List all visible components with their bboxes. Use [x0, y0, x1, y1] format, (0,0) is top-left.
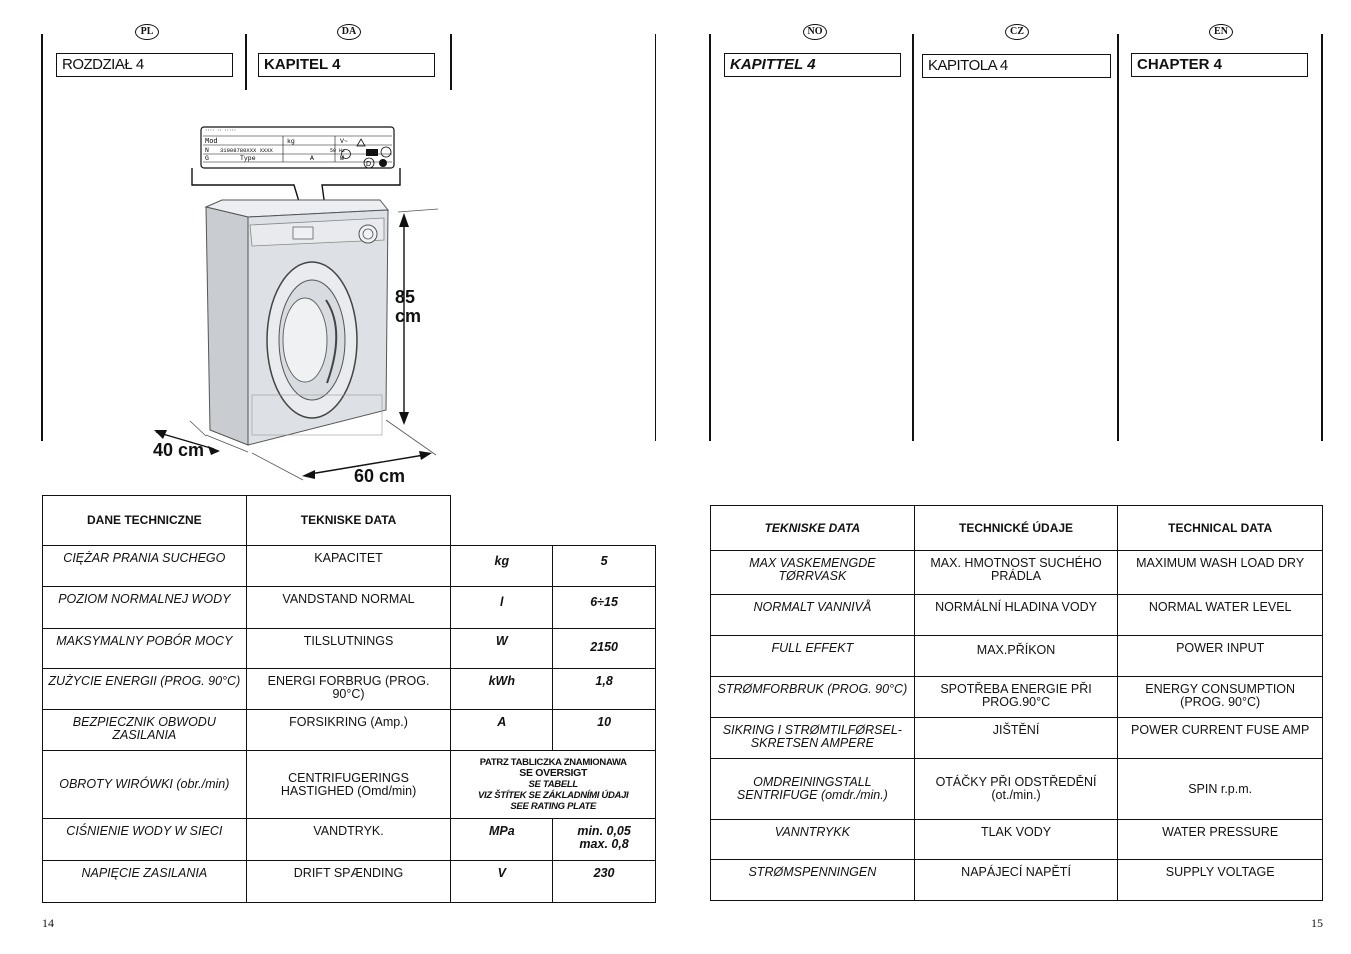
plate-hz-text: 50 Hz [330, 148, 346, 154]
table-row [711, 636, 1323, 677]
row-label-pl: NAPIĘCIE ZASILANIA [43, 861, 247, 903]
row-label-cz: NORMÁLNÍ HLADINA VODY [914, 595, 1118, 636]
table-row [43, 629, 656, 669]
row-value: min. 0,05 max. 0,8 [553, 819, 656, 861]
row-label-no: STRØMFORBRUK (PROG. 90°C) [711, 677, 915, 718]
row-label-pl: OBROTY WIRÓWKI (obr./min) [43, 751, 247, 819]
row-label-no: MAX VASKEMENGDE TØRRVASK [711, 551, 915, 595]
width-dimension-label: 60 cm [354, 466, 406, 486]
row-label-da: CENTRIFUGERINGS HASTIGHED (Omd/min) [246, 751, 451, 819]
row-label-cz: JIŠTĚNÍ [914, 718, 1118, 759]
row-value: 2150 [553, 629, 656, 669]
table-row [711, 718, 1323, 759]
plate-mod-text: Mod [205, 138, 218, 146]
svg-text:G: G [205, 155, 209, 162]
table-row [711, 820, 1323, 860]
page-number-left: 14 [42, 916, 54, 930]
table-row [711, 595, 1323, 636]
depth-dimension-label: 40 cm [153, 440, 205, 460]
row-unit: l [451, 587, 553, 629]
column-rule [655, 34, 656, 441]
table-header: TEKNISKE DATA [711, 506, 915, 551]
chapter-heading-pl: ROZDZIAŁ 4 [56, 53, 233, 77]
column-rule [450, 34, 452, 90]
row-label-no: SIKRING I STRØMTILFØRSEL-SKRETSEN AMPERE [711, 718, 915, 759]
table-row [711, 860, 1323, 901]
row-value: 10 [553, 710, 656, 751]
row-label-no: STRØMSPENNINGEN [711, 860, 915, 901]
height-value: 85 [395, 287, 416, 307]
row-label-en: SPIN r.p.m. [1118, 759, 1323, 820]
table-row [43, 546, 656, 587]
table-row [711, 677, 1323, 718]
row-label-en: POWER INPUT [1118, 636, 1323, 677]
row-label-pl: CIŚNIENIE WODY W SIECI [43, 819, 247, 861]
table-row [43, 861, 656, 903]
row-label-da: VANDSTAND NORMAL [246, 587, 451, 629]
height-dimension-label [395, 288, 421, 326]
row-unit: W [451, 629, 553, 669]
height-unit: cm [395, 306, 422, 326]
column-rule [245, 34, 247, 90]
plate-serial-text: 31008780XXX XXXX [220, 147, 273, 154]
row-unit: MPa [451, 819, 553, 861]
row-value: 5 [553, 546, 656, 587]
row-label-pl: CIĘŻAR PRANIA SUCHEGO [43, 546, 247, 587]
table-header: TECHNICKÉ ÚDAJE [914, 506, 1118, 551]
row-label-en: POWER CURRENT FUSE AMP [1118, 718, 1323, 759]
row-label-da: ENERGI FORBRUG (PROG. 90°C) [246, 669, 451, 710]
row-unit: kg [451, 546, 553, 587]
technical-data-table-right [710, 505, 1323, 901]
table-header: TECHNICAL DATA [1118, 506, 1323, 551]
language-badge-pl: PL [135, 24, 159, 40]
row-label-no: FULL EFFEKT [711, 636, 915, 677]
table-row [711, 551, 1323, 595]
table-row [711, 759, 1323, 820]
column-rule [709, 34, 711, 441]
plate-w-text: W [340, 155, 344, 162]
column-rule [41, 34, 43, 441]
chapter-heading-cz: KAPITOLA 4 [922, 54, 1111, 78]
row-value: 230 [553, 861, 656, 903]
row-label-cz: MAX.PŘÍKON [914, 636, 1118, 677]
language-badge-cz: CZ [1005, 24, 1029, 40]
plate-d-text: D [366, 161, 372, 168]
row-label-no: OMDREININGSTALL SENTRIFUGE (omdr./min.) [711, 759, 915, 820]
svg-text::::: :: :::::: :::: :: ::::: [205, 129, 237, 133]
table-header: DANE TECHNICZNE [43, 496, 247, 546]
rating-plate-illustration [201, 127, 394, 168]
table-row [43, 819, 656, 861]
language-badge-da: DA [337, 24, 361, 40]
row-label-pl: MAKSYMALNY POBÓR MOCY [43, 629, 247, 669]
row-value: 1,8 [553, 669, 656, 710]
row-label-cz: MAX. HMOTNOST SUCHÉHO PRÁDLA [914, 551, 1118, 595]
chapter-heading-no: KAPITTEL 4 [724, 53, 901, 77]
row-unit: V [451, 861, 553, 903]
row-label-cz: SPOTŘEBA ENERGIE PŘI PROG.90°C [914, 677, 1118, 718]
washing-machine-body [206, 200, 388, 445]
page-number-right: 15 [1311, 916, 1323, 930]
table-row [43, 587, 656, 629]
rating-plate-note: PATRZ TABLICZKA ZNAMIONAWA SE OVERSIGT SE TABELL VIZ ŠTÍTEK SE ZÁKLADNÍMI ÚDAJI SEE RATING PLATE [451, 751, 656, 819]
column-rule [1117, 34, 1119, 441]
row-label-en: MAXIMUM WASH LOAD DRY [1118, 551, 1323, 595]
row-label-da: FORSIKRING (Amp.) [246, 710, 451, 751]
plate-v-text: V~ [340, 138, 348, 145]
row-label-pl: ZUŻYCIE ENERGII (PROG. 90°C) [43, 669, 247, 710]
row-label-pl: BEZPIECZNIK OBWODU ZASILANIA [43, 710, 247, 751]
table-header: TEKNISKE DATA [246, 496, 451, 546]
language-badge-en: EN [1209, 24, 1233, 40]
row-unit: kWh [451, 669, 553, 710]
row-value: 6÷15 [553, 587, 656, 629]
row-label-no: NORMALT VANNIVÅ [711, 595, 915, 636]
plate-type-text: Type [240, 155, 256, 162]
chapter-heading-en: CHAPTER 4 [1131, 53, 1308, 77]
row-label-da: DRIFT SPÆNDING [246, 861, 451, 903]
row-label-en: SUPPLY VOLTAGE [1118, 860, 1323, 901]
plate-a-text: A [310, 155, 314, 162]
technical-data-table-left [42, 495, 656, 903]
table-row [43, 669, 656, 710]
table-row [43, 710, 656, 751]
column-rule [1321, 34, 1323, 441]
row-label-no: VANNTRYKK [711, 820, 915, 860]
row-label-cz: TLAK VODY [914, 820, 1118, 860]
plate-n-text: N [205, 147, 209, 154]
column-rule [912, 34, 914, 441]
chapter-heading-da: KAPITEL 4 [258, 53, 435, 77]
row-label-da: TILSLUTNINGS [246, 629, 451, 669]
row-label-da: KAPACITET [246, 546, 451, 587]
row-label-da: VANDTRYK. [246, 819, 451, 861]
row-label-cz: OTÁČKY PŘI ODSTŘEDĚNÍ (ot./min.) [914, 759, 1118, 820]
row-label-en: NORMAL WATER LEVEL [1118, 595, 1323, 636]
row-unit: A [451, 710, 553, 751]
plate-kg-text: kg [287, 138, 295, 145]
language-badge-no: NO [803, 24, 827, 40]
row-label-en: ENERGY CONSUMPTION (PROG. 90°C) [1118, 677, 1323, 718]
row-label-cz: NAPÁJECÍ NAPĚTÍ [914, 860, 1118, 901]
table-row [43, 751, 656, 819]
row-label-en: WATER PRESSURE [1118, 820, 1323, 860]
row-label-pl: POZIOM NORMALNEJ WODY [43, 587, 247, 629]
